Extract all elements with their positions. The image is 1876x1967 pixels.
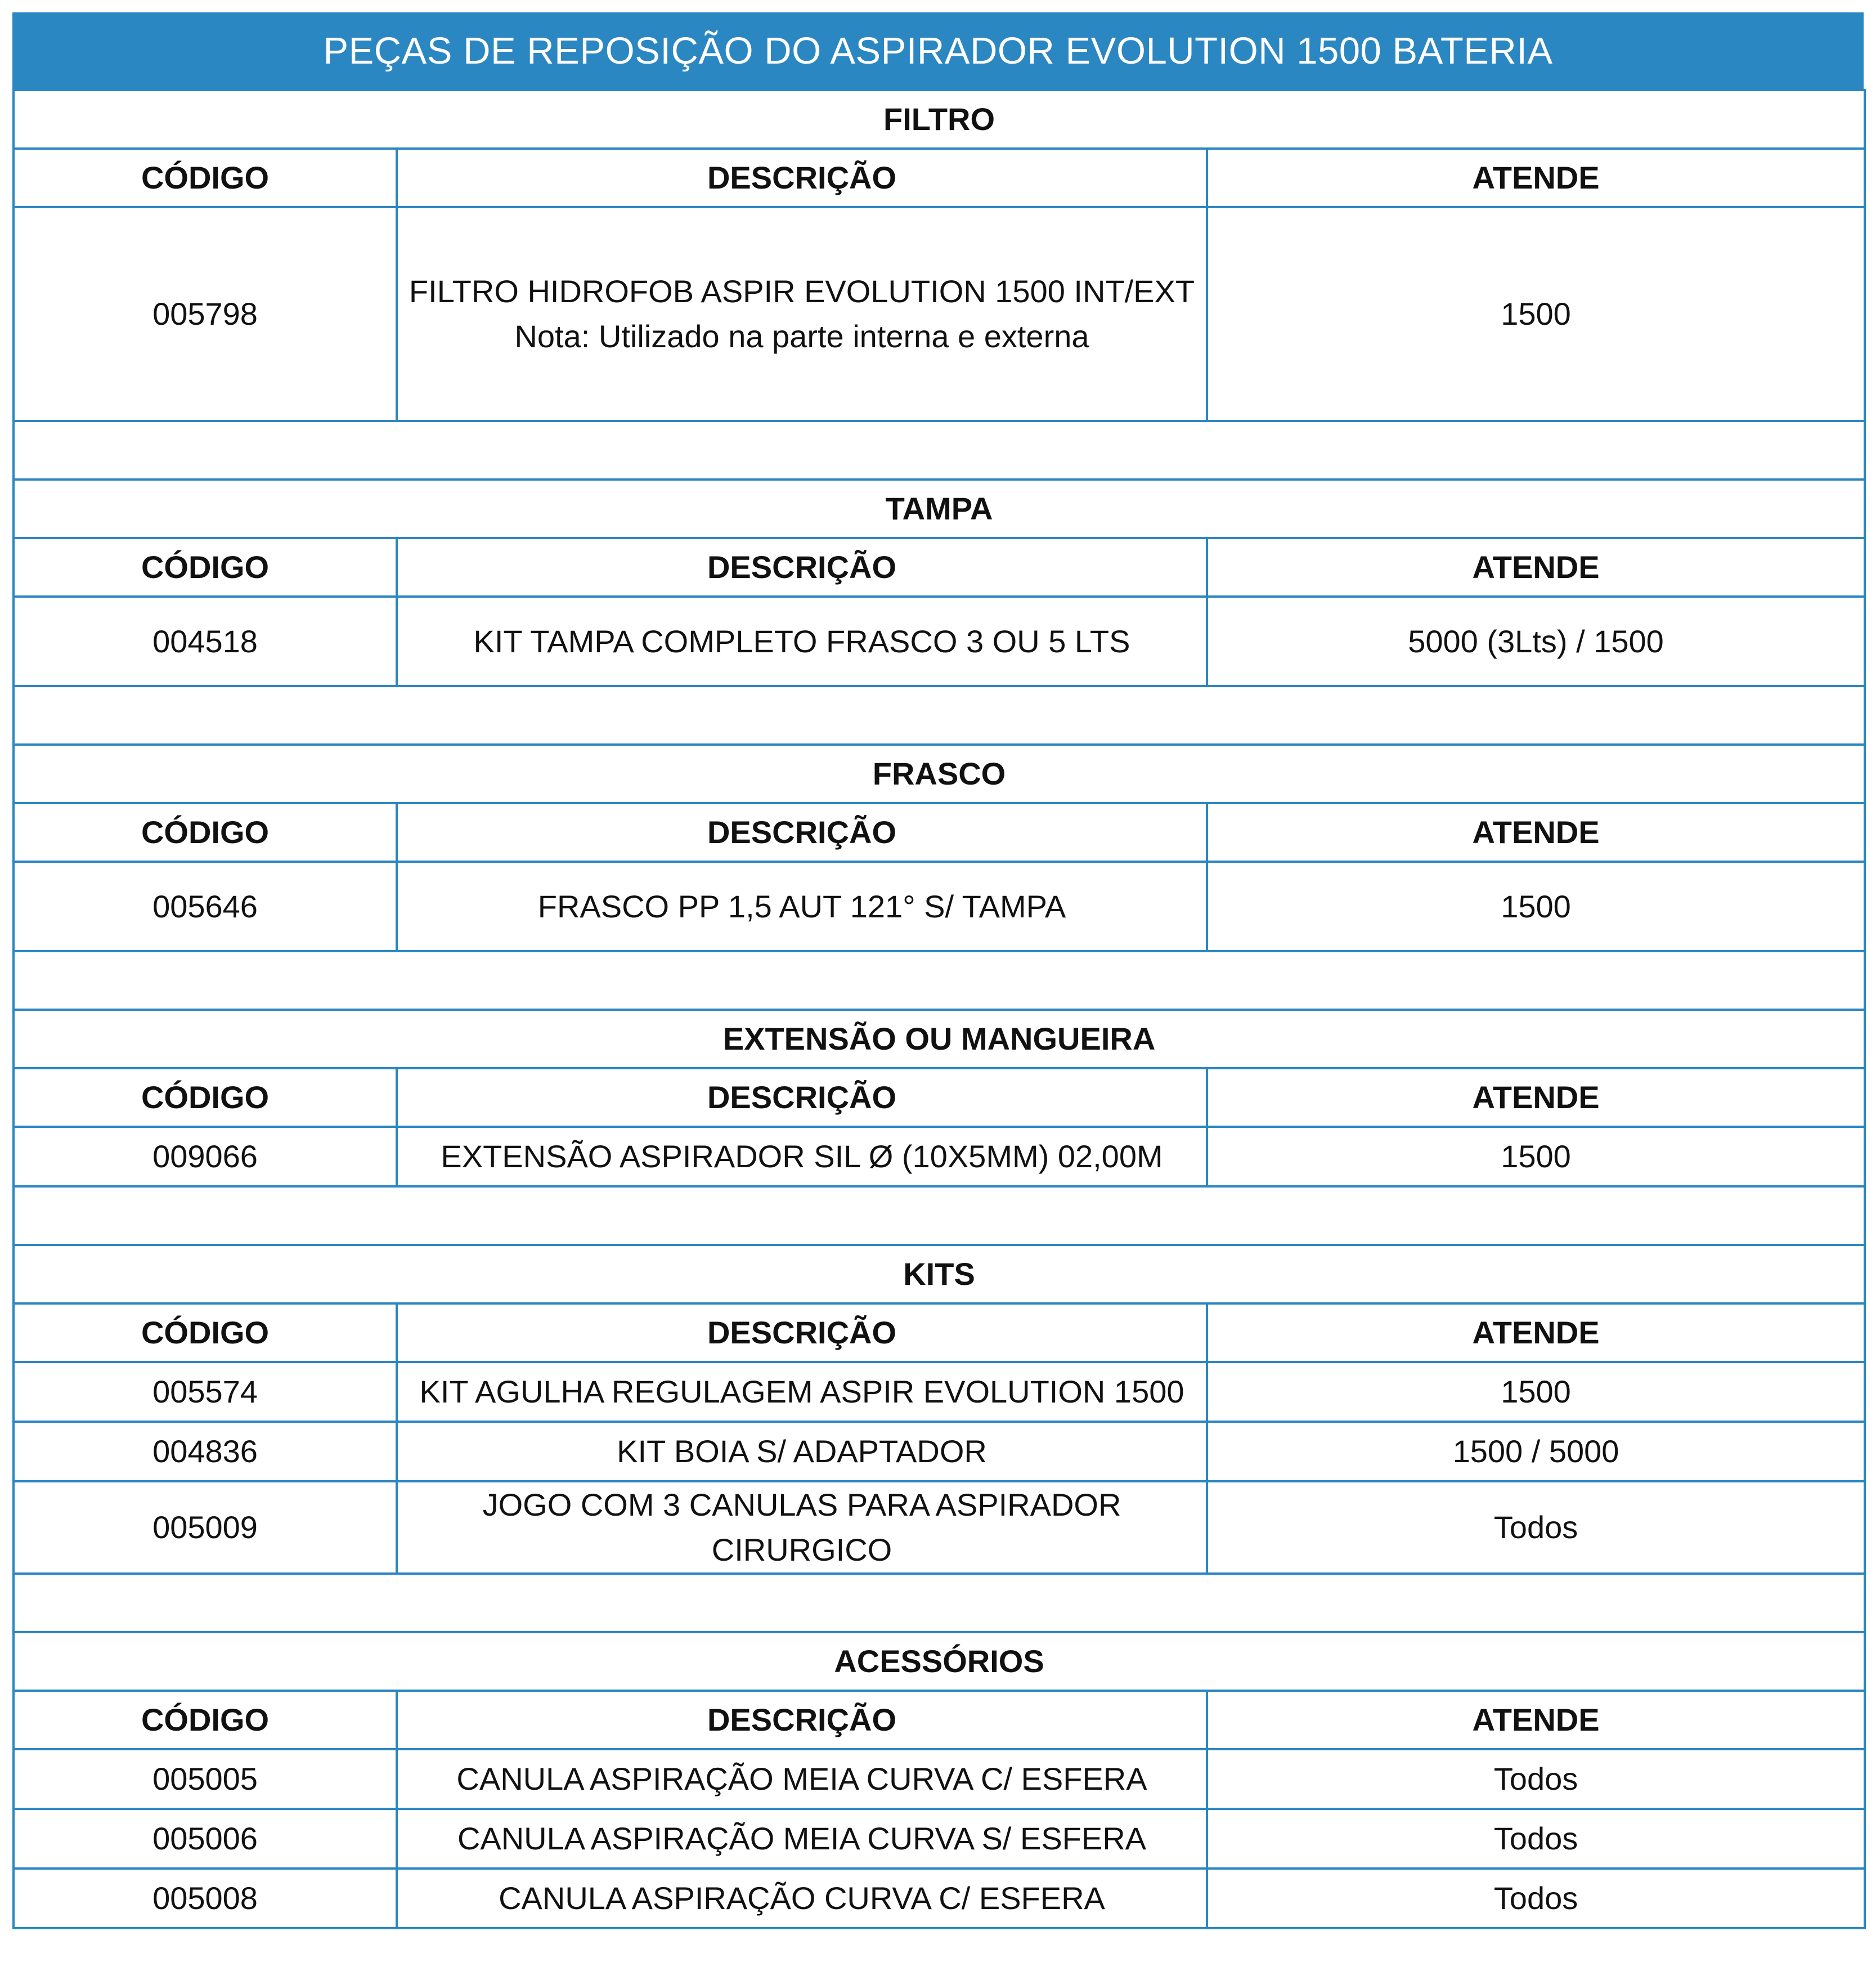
column-header-row xyxy=(14,803,1865,862)
part-description xyxy=(397,862,1207,951)
part-description xyxy=(397,597,1207,686)
part-serves: Todos xyxy=(1207,1481,1865,1574)
part-description xyxy=(397,1809,1207,1869)
part-serves: Todos xyxy=(1207,1809,1865,1869)
code-header: CÓDIGO xyxy=(14,803,397,862)
column-header-row xyxy=(14,149,1865,207)
serves-header: ATENDE xyxy=(1207,149,1865,207)
description-header: DESCRIÇÃO xyxy=(397,1303,1207,1362)
part-code: 005009 xyxy=(14,1481,397,1574)
section-title: KITS xyxy=(14,1245,1865,1303)
part-code: 005008 xyxy=(14,1869,397,1928)
section-3-title-row xyxy=(14,1010,1865,1068)
part-description xyxy=(397,1749,1207,1809)
description-header: DESCRIÇÃO xyxy=(397,538,1207,597)
description-line: KIT AGULHA REGULAGEM ASPIR EVOLUTION 1500 xyxy=(419,1374,1184,1409)
section-title: FRASCO xyxy=(14,745,1865,803)
description-line: CANULA ASPIRAÇÃO MEIA CURVA S/ ESFERA xyxy=(457,1821,1147,1856)
part-serves: 1500 xyxy=(1207,862,1865,951)
table-row xyxy=(14,1869,1865,1928)
section-spacer xyxy=(14,1574,1865,1632)
description-line: Nota: Utilizado na parte interna e externa xyxy=(514,319,1089,354)
part-serves: Todos xyxy=(1207,1869,1865,1928)
part-code: 005646 xyxy=(14,862,397,951)
part-code: 005006 xyxy=(14,1809,397,1869)
description-line: CANULA ASPIRAÇÃO CURVA C/ ESFERA xyxy=(499,1880,1105,1916)
description-header: DESCRIÇÃO xyxy=(397,1068,1207,1127)
section-title: TAMPA xyxy=(14,480,1865,538)
description-line: FRASCO PP 1,5 AUT 121° S/ TAMPA xyxy=(537,888,1066,924)
section-spacer xyxy=(14,1186,1865,1245)
description-line: JOGO COM 3 CANULAS PARA ASPIRADOR xyxy=(482,1487,1121,1522)
part-code: 004836 xyxy=(14,1422,397,1481)
code-header: CÓDIGO xyxy=(14,1068,397,1127)
description-line: KIT BOIA S/ ADAPTADOR xyxy=(617,1433,987,1469)
part-code: 005798 xyxy=(14,207,397,421)
part-serves: 1500 / 5000 xyxy=(1207,1422,1865,1481)
section-title: ACESSÓRIOS xyxy=(14,1632,1865,1691)
code-header: CÓDIGO xyxy=(14,1691,397,1749)
spacer-cell xyxy=(14,1186,1865,1245)
table-row xyxy=(14,1422,1865,1481)
section-1-title-row xyxy=(14,480,1865,538)
code-header: CÓDIGO xyxy=(14,149,397,207)
column-header-row xyxy=(14,1691,1865,1749)
parts-sheet xyxy=(12,12,1864,1929)
serves-header: ATENDE xyxy=(1207,1068,1865,1127)
part-code: 009066 xyxy=(14,1127,397,1186)
table-row xyxy=(14,1362,1865,1422)
description-line: FILTRO HIDROFOB ASPIR EVOLUTION 1500 INT/EXT xyxy=(409,274,1195,309)
section-spacer xyxy=(14,951,1865,1010)
part-serves: 1500 xyxy=(1207,1362,1865,1422)
spacer-cell xyxy=(14,951,1865,1010)
spacer-cell xyxy=(14,421,1865,480)
code-header: CÓDIGO xyxy=(14,538,397,597)
code-header: CÓDIGO xyxy=(14,1303,397,1362)
section-4-title-row xyxy=(14,1245,1865,1303)
part-serves: 1500 xyxy=(1207,1127,1865,1186)
section-title: FILTRO xyxy=(14,90,1865,149)
part-description xyxy=(397,1362,1207,1422)
spacer-cell xyxy=(14,1574,1865,1632)
description-header: DESCRIÇÃO xyxy=(397,1691,1207,1749)
spacer-cell xyxy=(14,686,1865,745)
description-line: KIT TAMPA COMPLETO FRASCO 3 OU 5 LTS xyxy=(473,623,1130,659)
part-description xyxy=(397,1481,1207,1574)
serves-header: ATENDE xyxy=(1207,538,1865,597)
table-row xyxy=(14,1127,1865,1186)
serves-header: ATENDE xyxy=(1207,1691,1865,1749)
section-5-title-row xyxy=(14,1632,1865,1691)
column-header-row xyxy=(14,1303,1865,1362)
description-header: DESCRIÇÃO xyxy=(397,149,1207,207)
table-row xyxy=(14,207,1865,421)
part-description xyxy=(397,207,1207,421)
description-header: DESCRIÇÃO xyxy=(397,803,1207,862)
section-spacer xyxy=(14,421,1865,480)
section-spacer xyxy=(14,686,1865,745)
serves-header: ATENDE xyxy=(1207,803,1865,862)
part-code: 005005 xyxy=(14,1749,397,1809)
part-description xyxy=(397,1127,1207,1186)
serves-header: ATENDE xyxy=(1207,1303,1865,1362)
section-0-title-row xyxy=(14,90,1865,149)
column-header-row xyxy=(14,538,1865,597)
table-row xyxy=(14,862,1865,951)
section-title: EXTENSÃO OU MANGUEIRA xyxy=(14,1010,1865,1068)
description-line: CANULA ASPIRAÇÃO MEIA CURVA C/ ESFERA xyxy=(456,1761,1147,1796)
section-2-title-row xyxy=(14,745,1865,803)
parts-table-body xyxy=(14,90,1865,1928)
table-row xyxy=(14,597,1865,686)
table-row xyxy=(14,1809,1865,1869)
part-serves: Todos xyxy=(1207,1749,1865,1809)
part-serves: 1500 xyxy=(1207,207,1865,421)
part-code: 004518 xyxy=(14,597,397,686)
description-line: CIRURGICO xyxy=(711,1532,892,1567)
description-line: EXTENSÃO ASPIRADOR SIL Ø (10X5MM) 02,00M xyxy=(441,1139,1163,1174)
parts-table xyxy=(12,89,1866,1929)
part-code: 005574 xyxy=(14,1362,397,1422)
table-row xyxy=(14,1749,1865,1809)
column-header-row xyxy=(14,1068,1865,1127)
part-description xyxy=(397,1869,1207,1928)
page-title: PEÇAS DE REPOSIÇÃO DO ASPIRADOR EVOLUTION 1500 BATERIA xyxy=(12,12,1864,89)
part-description xyxy=(397,1422,1207,1481)
part-serves: 5000 (3Lts) / 1500 xyxy=(1207,597,1865,686)
table-row xyxy=(14,1481,1865,1574)
